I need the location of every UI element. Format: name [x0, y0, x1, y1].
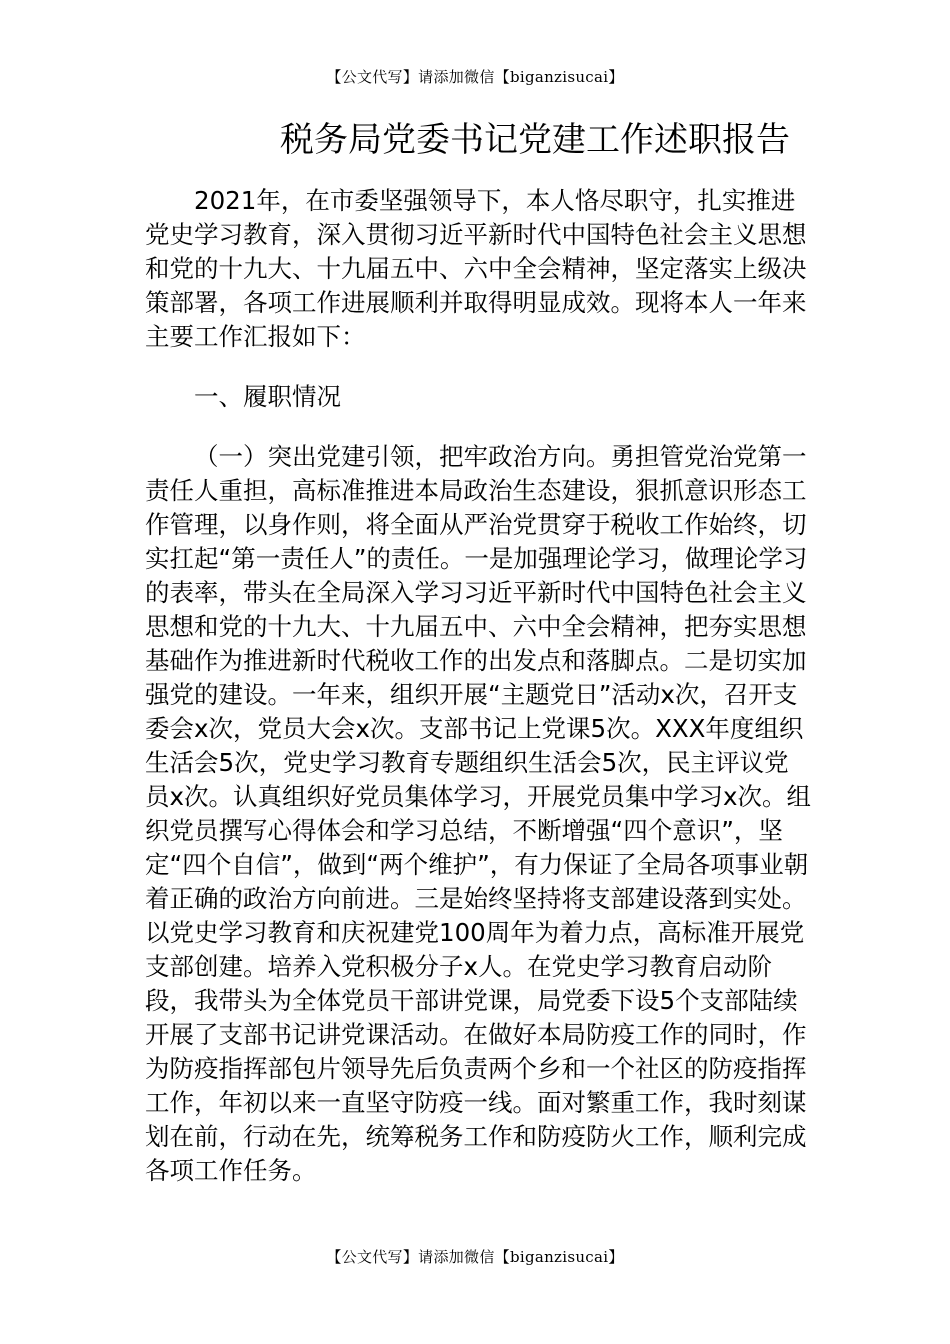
document-title: 税务局党委书记党建工作述职报告 — [280, 120, 790, 160]
intro-paragraph: 2021年，在市委坚强领导下，本人恪尽职守，扎实推进党史学习教育，深入贯彻习近平新时代中国特色社会主义思想和党的十九大、十九届五中、六中全会精神，坚定落实上级决策部署，各项工作进展顺利并取得明显成效。现将本人一年来主要工作汇报如下： — [145, 186, 807, 351]
body-paragraph: （一）突出党建引领，把牢政治方向。勇担管党治党第一责任人重担，高标准推进本局政治生态建设，狠抓意识形态工作管理，以身作则，将全面从严治党贯穿于税收工作始终，切实扛起“第一责任人”的责任。一是加强理论学习，做理论学习的表率，带头在全局深入学习习近平新时代中国特色社会主义思想和党的十九大、十九届五中、六中全会精神，把夯实思想基础作为推进新时代税收工作的出发点和落脚点。二是切实加强党的建设。一年来，组织开展“主题党日”活动x次，召开支委会x次，党员大会x次。支部书记上党课5次。XXX年度组织生活会5次，党史学习教育专题组织生活会5次，民主评议党员x次。认真组织好党员集体学习，开展党员集中学习x次。组织党员撰写心得体会和学习总结，不断增强“四个意识”，坚定“四个自信”，做到“两个维护”，有力保证了全局各项事业朝着正确的政治方向前进。三是始终坚持将支部建设落到实处。以党史学习教育和庆祝建党100周年为着力点，高标准开展党支部创建。培养入党积极分子x人。在党史学习教育启动阶段，我带头为全体党员干部讲党课，局党委下设5个支部陆续开展了支部书记讲党课活动。在做好本局防疫工作的同时，作为防疫指挥部包片领导先后负责两个乡和一个社区的防疫指挥工作，年初以来一直坚守防疫一线。面对繁重工作，我时刻谋划在前，行动在先，统筹税务工作和防疫防火工作，顺利完成各项工作任务。 — [145, 442, 811, 1185]
section-heading: 一、履职情况 — [194, 382, 341, 411]
header-note: 【公文代写】请添加微信【biganzisucai】 — [326, 68, 624, 86]
document-body — [145, 184, 813, 1188]
footer-note: 【公文代写】请添加微信【biganzisucai】 — [326, 1248, 624, 1266]
